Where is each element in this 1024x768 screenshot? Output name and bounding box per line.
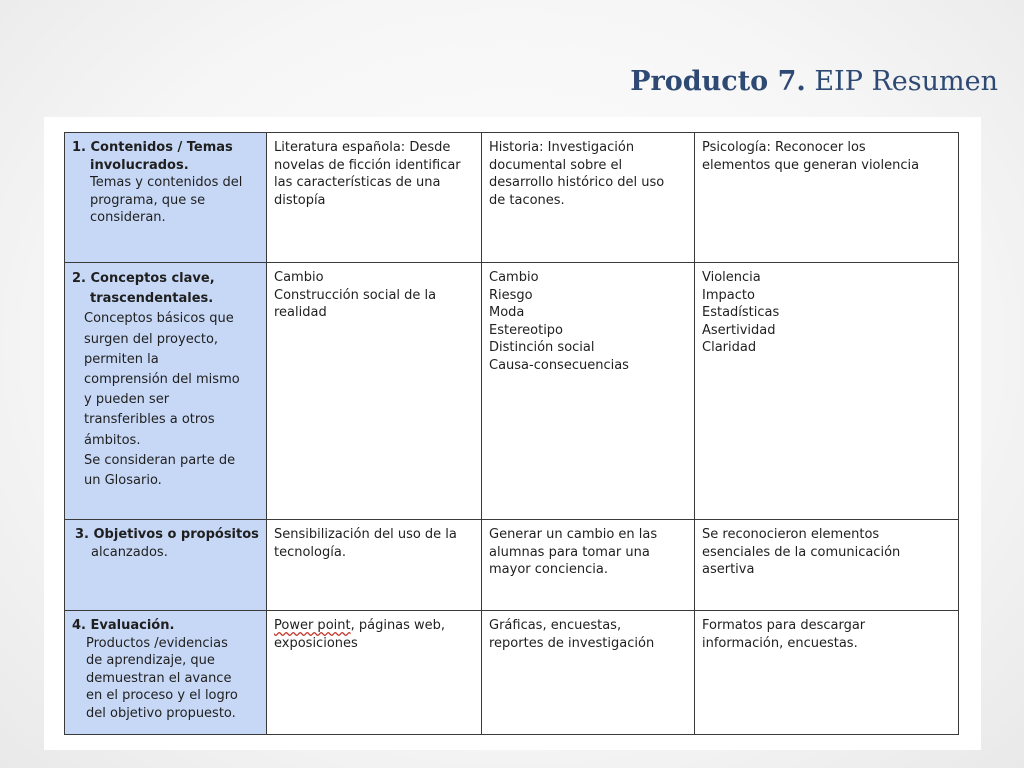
cell-text-line: Formatos para descargar (702, 618, 866, 633)
row-label-line: 1. Contenidos / Temas (72, 140, 233, 155)
cell-text-line: Estereotipo (489, 322, 564, 338)
table-row (65, 611, 959, 735)
table-cell (267, 520, 482, 611)
slide-title-main: Producto 7. (630, 66, 806, 97)
table-row (65, 133, 959, 263)
cell-text-line: Sensibilización del uso de la (274, 527, 457, 542)
row-label-line: ámbitos. (84, 432, 141, 448)
cell-text-line: Claridad (702, 340, 757, 356)
row-label-contenidos (65, 133, 267, 263)
cell-text-line: elementos que generan violencia (702, 157, 920, 173)
row-label-line: un Glosario. (84, 473, 162, 489)
cell-text-line: Violencia (702, 270, 761, 285)
cell-text-line: tecnología. (274, 544, 346, 560)
row-label-line: transferibles a otros (84, 412, 215, 428)
cell-text-line: de tacones. (489, 192, 565, 208)
table-cell (482, 611, 695, 735)
row-label-line: 4. Evaluación. (72, 618, 175, 633)
cell-text-line: información, encuestas. (702, 635, 858, 651)
cell-text-line: Impacto (702, 287, 755, 303)
cell-text-line: desarrollo histórico del uso (489, 175, 665, 191)
cell-text-line: alumnas para tomar una (489, 544, 650, 560)
cell-text-line: realidad (274, 305, 327, 321)
table-row (65, 263, 959, 520)
cell-text-line: Riesgo (489, 287, 533, 303)
cell-text-line: exposiciones (274, 635, 358, 651)
table-cell (267, 133, 482, 263)
cell-text-line: Literatura española: Desde (274, 140, 451, 155)
row-label-line: en el proceso y el logro (86, 688, 238, 704)
row-label-line: y pueden ser (84, 392, 170, 408)
cell-text-line: Generar un cambio en las (489, 527, 658, 542)
row-label-line: comprensión del mismo (84, 372, 240, 388)
summary-table (64, 132, 959, 735)
cell-text-line: Estadísticas (702, 305, 780, 321)
cell-text-line: Gráficas, encuestas, (489, 618, 622, 633)
cell-text-line: Construcción social de la (274, 287, 437, 303)
table-cell (267, 263, 482, 520)
row-label-line: trascendentales. (90, 291, 214, 307)
cell-text-line: Se reconocieron elementos (702, 527, 880, 542)
cell-text-line: reportes de investigación (489, 635, 655, 651)
cell-text-line: Distinción social (489, 340, 595, 356)
table-cell (482, 263, 695, 520)
cell-text-line: mayor conciencia. (489, 562, 608, 578)
table-cell (695, 611, 959, 735)
cell-text-line: Cambio (489, 270, 539, 285)
row-label-line: de aprendizaje, que (86, 653, 215, 669)
table-cell (482, 520, 695, 611)
cell-text-line (274, 617, 474, 635)
cell-text-line: Psicología: Reconocer los (702, 140, 866, 155)
row-label-line: involucrados. (90, 157, 189, 173)
table-panel (44, 117, 981, 750)
row-label-line: surgen del proyecto, (84, 331, 219, 347)
row-label-line: consideran. (90, 210, 166, 226)
misspelled-word: Power point (274, 618, 351, 633)
row-label-line: Conceptos básicos que (84, 311, 234, 327)
row-label-line: Se consideran parte de (84, 452, 236, 468)
table-cell (695, 263, 959, 520)
cell-text-line: documental sobre el (489, 157, 623, 173)
cell-text-line: distopía (274, 192, 326, 208)
slide-title (630, 66, 998, 97)
row-label-line: alcanzados. (91, 544, 168, 560)
cell-text-line: novelas de ficción identificar (274, 157, 461, 173)
cell-text-line: las características de una (274, 175, 441, 191)
row-label-conceptos (65, 263, 267, 520)
row-label-line: Temas y contenidos del (90, 175, 243, 191)
cell-text-line: Historia: Investigación (489, 140, 635, 155)
cell-text-fragment: , páginas web, (350, 618, 446, 633)
cell-text-line: Cambio (274, 270, 324, 285)
row-label-line: del objetivo propuesto. (86, 705, 236, 721)
row-label-line: 3. Objetivos o propósitos (75, 527, 259, 542)
table-cell (267, 611, 482, 735)
cell-text-line: asertiva (702, 562, 755, 578)
table-cell (482, 133, 695, 263)
cell-text-line: esenciales de la comunicación (702, 544, 901, 560)
table-cell (695, 520, 959, 611)
row-label-line: Productos /evidencias (86, 635, 228, 651)
row-label-line: 2. Conceptos clave, (72, 271, 215, 286)
row-label-line: programa, que se (90, 192, 206, 208)
table-cell (695, 133, 959, 263)
slide-title-sub: EIP Resumen (805, 66, 998, 97)
row-label-objetivos (65, 520, 267, 611)
row-label-line: permiten la (84, 351, 159, 367)
cell-text-line: Asertividad (702, 322, 776, 338)
cell-text-line: Causa-consecuencias (489, 357, 629, 373)
row-label-evaluacion (65, 611, 267, 735)
cell-text-line: Moda (489, 305, 525, 321)
row-label-line: demuestran el avance (86, 670, 232, 686)
table-row (65, 520, 959, 611)
